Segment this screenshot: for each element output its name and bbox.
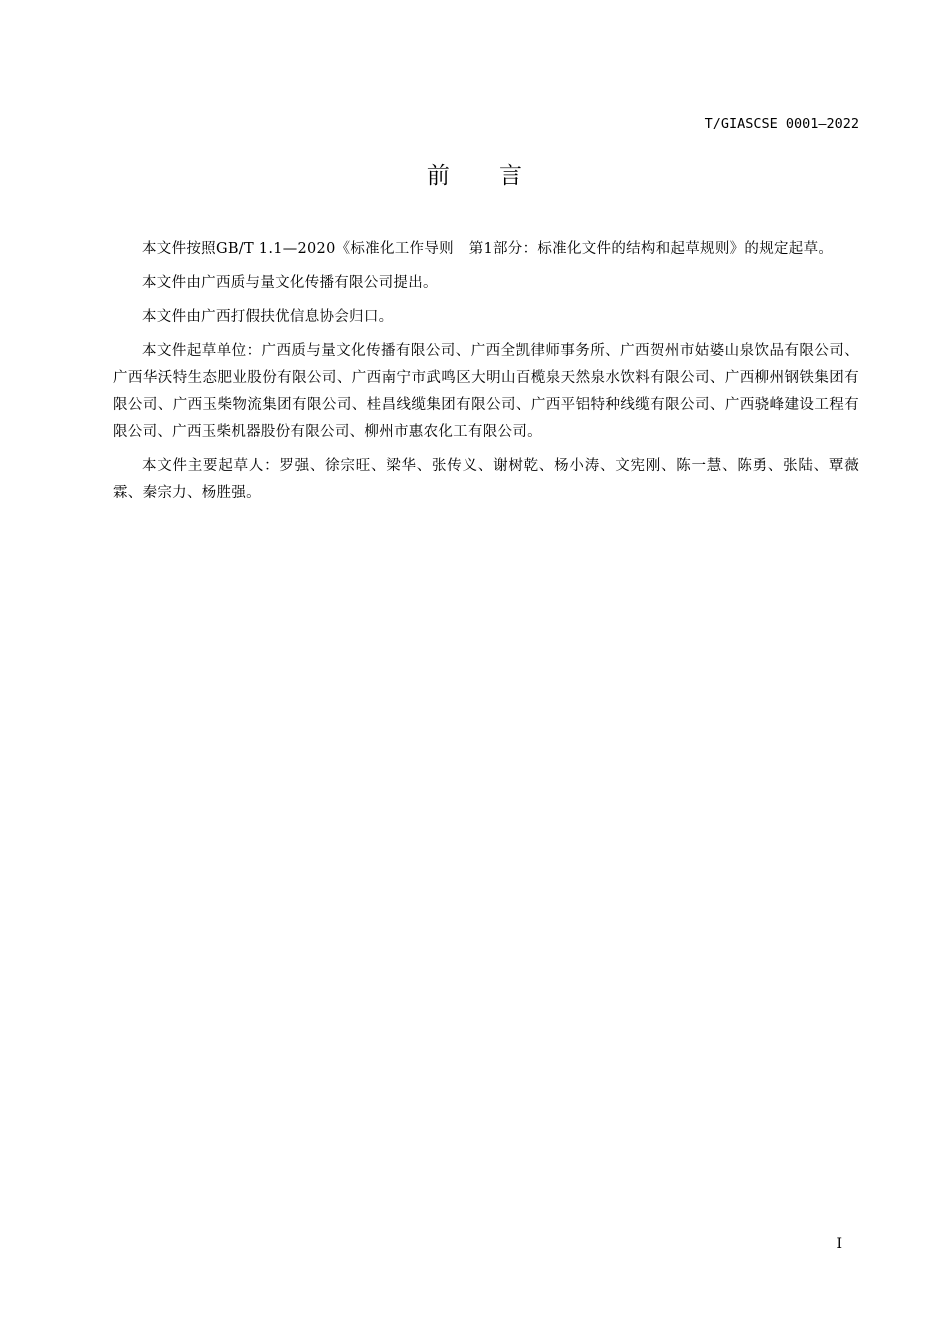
paragraph-administrator: 本文件由广西打假扶优信息协会归口。: [142, 309, 394, 325]
page-title: [0, 160, 950, 192]
paragraph-drafters: 本文件主要起草人：罗强、徐宗旺、梁华、张传义、谢树乾、杨小涛、文宪刚、陈一慧、陈勇、张陆、覃薇霖、秦宗力、杨胜强。: [113, 458, 859, 501]
document-code: T/GIASCSE 0001—2022: [704, 116, 859, 132]
paragraph-drafting-units: 本文件起草单位：广西质与量文化传播有限公司、广西全凯律师事务所、广西贺州市姑婆山泉饮品有限公司、广西华沃特生态肥业股份有限公司、广西南宁市武鸣区大明山百榄泉天然泉水饮料有限公司、广西柳州钢铁集团有限公司、广西玉柴物流集团有限公司、桂昌线缆集团有限公司、广西平铝特种线缆有限公司、广西骁峰建设工程有限公司、广西玉柴机器股份有限公司、柳州市惠农化工有限公司。: [113, 343, 859, 440]
page-title-char-2: 言: [499, 163, 524, 189]
paragraph-drafting-rules: 本文件按照GB/T 1.1—2020《标准化工作导则 第1部分：标准化文件的结构和起草规则》的规定起草。: [142, 241, 834, 257]
foreword-body: [113, 236, 859, 514]
paragraph-proposer: 本文件由广西质与量文化传播有限公司提出。: [142, 275, 438, 291]
page-number: I: [836, 1236, 842, 1252]
page-title-char-1: 前: [426, 163, 451, 189]
